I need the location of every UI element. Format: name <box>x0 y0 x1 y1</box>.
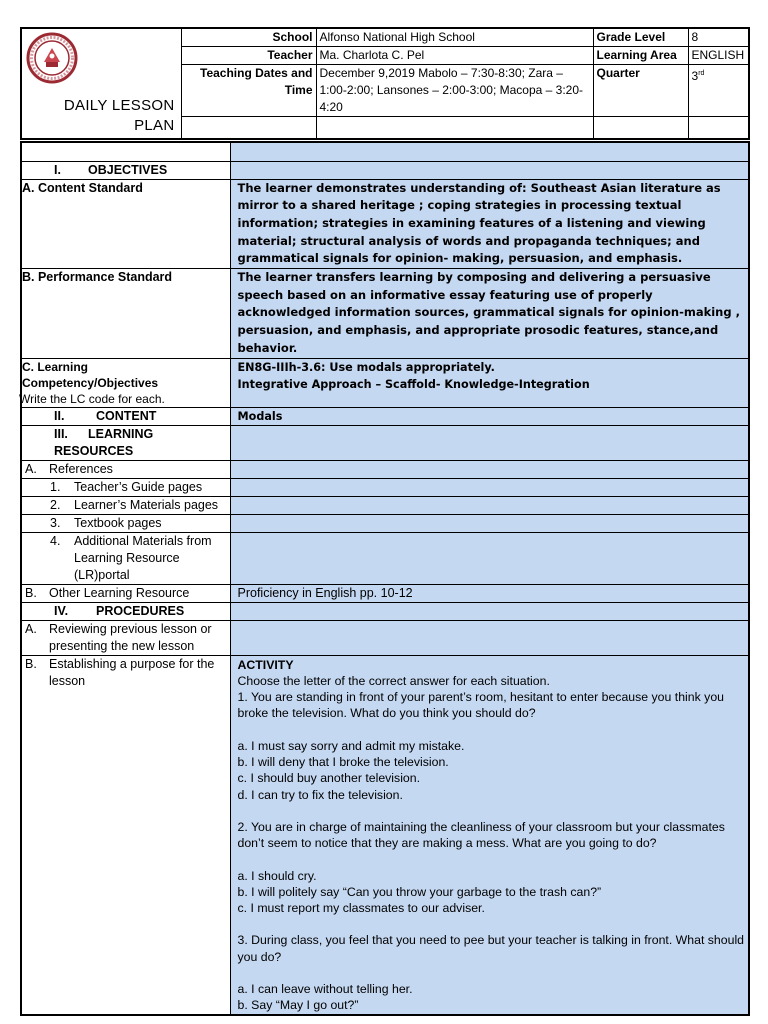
section-objectives <box>21 161 749 179</box>
school-seal-icon <box>26 32 78 84</box>
question-2-choice-c: c. I must report my classmates to our adviser. <box>237 901 485 916</box>
item-number: A. <box>25 461 37 476</box>
question-2: 2. You are in charge of maintaining the cleanliness of your classroom but your classmates don’t seem to notice that they are making a mess. What are you going to do? <box>237 819 725 851</box>
learning-area-value: ENGLISH <box>688 47 749 65</box>
item-number: A. <box>25 621 37 636</box>
quarter-number: 3 <box>691 69 699 83</box>
school-value: Alfonso National High School <box>316 28 593 47</box>
empty-cell <box>181 117 316 139</box>
quarter-suffix: rd <box>698 70 705 77</box>
competency-sublabel: Write the LC code for each. <box>19 391 165 406</box>
performance-standard-text: The learner transfers learning by composing and delivering a persuasive speech based on an informative essay featuring use of properly acknowledged information sources, grammatical signals for opinion-making , persuasion, and emphasis, and appropriate prosodic features, stance,and behavior. <box>230 269 749 359</box>
other-resource-value: Proficiency in English pp. 10-12 <box>230 584 749 602</box>
section-title: PROCEDURES <box>96 603 185 618</box>
item-number: B. <box>25 656 37 671</box>
teacher-value: Ma. Charlota C. Pel <box>316 47 593 65</box>
activity-heading: ACTIVITY <box>237 657 294 672</box>
title-line-1: DAILY LESSON <box>63 96 175 114</box>
item-label: Teacher’s Guide pages <box>74 479 203 494</box>
question-1-choice-c: c. I should buy another television. <box>237 771 421 786</box>
item-label: Other Learning Resource <box>49 585 190 600</box>
section-number: III. <box>54 426 68 441</box>
textbook-row <box>21 514 749 532</box>
teaching-dates-label-line1: Teaching Dates and <box>200 66 313 80</box>
establishing-purpose-row <box>21 655 749 1015</box>
empty-cell <box>593 117 688 139</box>
learning-area-label: Learning Area <box>593 47 688 65</box>
performance-standard-row <box>21 269 749 359</box>
quarter-label: Quarter <box>593 65 688 117</box>
question-2-choice-b: b. I will politely say “Can you throw your garbage to the trash can?” <box>237 884 602 899</box>
teaching-dates-value: December 9,2019 Mabolo – 7:30-8:30; Zara – 1:00-2:00; Lansones – 2:00-3:00; Macopa – 3:20-4:20 <box>316 65 593 117</box>
section-title: LEARNING RESOURCES <box>54 426 154 458</box>
question-1-choice-b: b. I will deny that I broke the television. <box>237 755 449 770</box>
section-procedures <box>21 602 749 620</box>
question-2-choice-a: a. I should cry. <box>237 868 317 883</box>
content-standard-row <box>21 179 749 269</box>
school-label: School <box>181 28 316 47</box>
logo-title-cell <box>21 28 181 139</box>
references-row <box>21 460 749 478</box>
competency-row <box>21 358 749 407</box>
item-label: Establishing a purpose for the lesson <box>49 656 215 688</box>
question-1-choice-d: d. I can try to fix the television. <box>237 787 403 802</box>
teachers-guide-row <box>21 478 749 496</box>
section-content <box>21 407 749 425</box>
blank-row-label <box>21 142 230 161</box>
lesson-plan-table <box>20 141 750 1016</box>
competency-code: EN8G-IIIh-3.6: Use modals appropriately. <box>237 360 495 374</box>
section-number: IV. <box>54 603 69 618</box>
content-value: Modals <box>230 407 749 425</box>
grade-level-value: 8 <box>688 28 749 47</box>
item-label: Learner’s Materials pages <box>74 497 219 512</box>
learners-materials-row <box>21 496 749 514</box>
question-1: 1. You are standing in front of your parent’s room, hesitant to enter because you think you broke the television. What do you think you should do? <box>237 690 724 721</box>
question-3: 3. During class, you feel that you need to pee but your teacher is talking in front. What should you do? <box>237 933 745 964</box>
empty-cell <box>688 117 749 139</box>
section-number: II. <box>54 408 65 423</box>
section-learning-resources <box>21 425 749 460</box>
content-standard-text: The learner demonstrates understanding of: Southeast Asian literature as mirror to a shared heritage ; coping strategies in processing textual information; strategies in examining features of a listening and viewing material; structural analysis of words and propaganda techniques; and grammatical signals for opinion- making, persuasion, and emphasis. <box>230 179 749 269</box>
empty-cell <box>316 117 593 139</box>
teaching-dates-label-line2: Time <box>284 83 313 97</box>
performance-standard-label: B. Performance Standard <box>21 269 230 359</box>
content-standard-label: A. Content Standard <box>21 179 230 269</box>
section-number: I. <box>54 162 61 177</box>
item-number: B. <box>25 585 37 600</box>
title-line-2: PLAN <box>134 116 175 134</box>
document-title <box>64 96 175 136</box>
quarter-value <box>688 65 749 117</box>
teacher-label: Teacher <box>181 47 316 65</box>
additional-materials-row <box>21 532 749 584</box>
question-3-choice-b: b. Say “May I go out?” <box>237 998 359 1013</box>
item-number: 4. <box>50 533 61 548</box>
competency-label: C. Learning Competency/Objectives <box>22 359 159 390</box>
blank-row-value <box>230 142 749 161</box>
other-resource-row <box>21 584 749 602</box>
section-title: CONTENT <box>96 408 157 423</box>
teaching-dates-label <box>181 65 316 117</box>
question-3-choice-a: a. I can leave without telling her. <box>237 981 413 996</box>
header-table <box>20 27 750 140</box>
question-1-choice-a: a. I must say sorry and admit my mistake. <box>237 738 465 753</box>
item-label: Textbook pages <box>74 515 162 530</box>
grade-level-label: Grade Level <box>593 28 688 47</box>
activity-instruction: Choose the letter of the correct answer for each situation. <box>237 673 550 688</box>
item-number: 1. <box>50 479 61 494</box>
item-label: References <box>49 461 113 476</box>
item-number: 3. <box>50 515 61 530</box>
item-number: 2. <box>50 497 61 512</box>
reviewing-row <box>21 620 749 655</box>
activity-cell <box>230 655 749 1015</box>
item-label: Additional Materials from Learning Resource (LR)portal <box>74 533 212 582</box>
item-label: Reviewing previous lesson or presenting the new lesson <box>49 621 212 653</box>
section-title: OBJECTIVES <box>88 162 168 177</box>
competency-approach: Integrative Approach – Scaffold- Knowledge-Integration <box>237 377 590 391</box>
